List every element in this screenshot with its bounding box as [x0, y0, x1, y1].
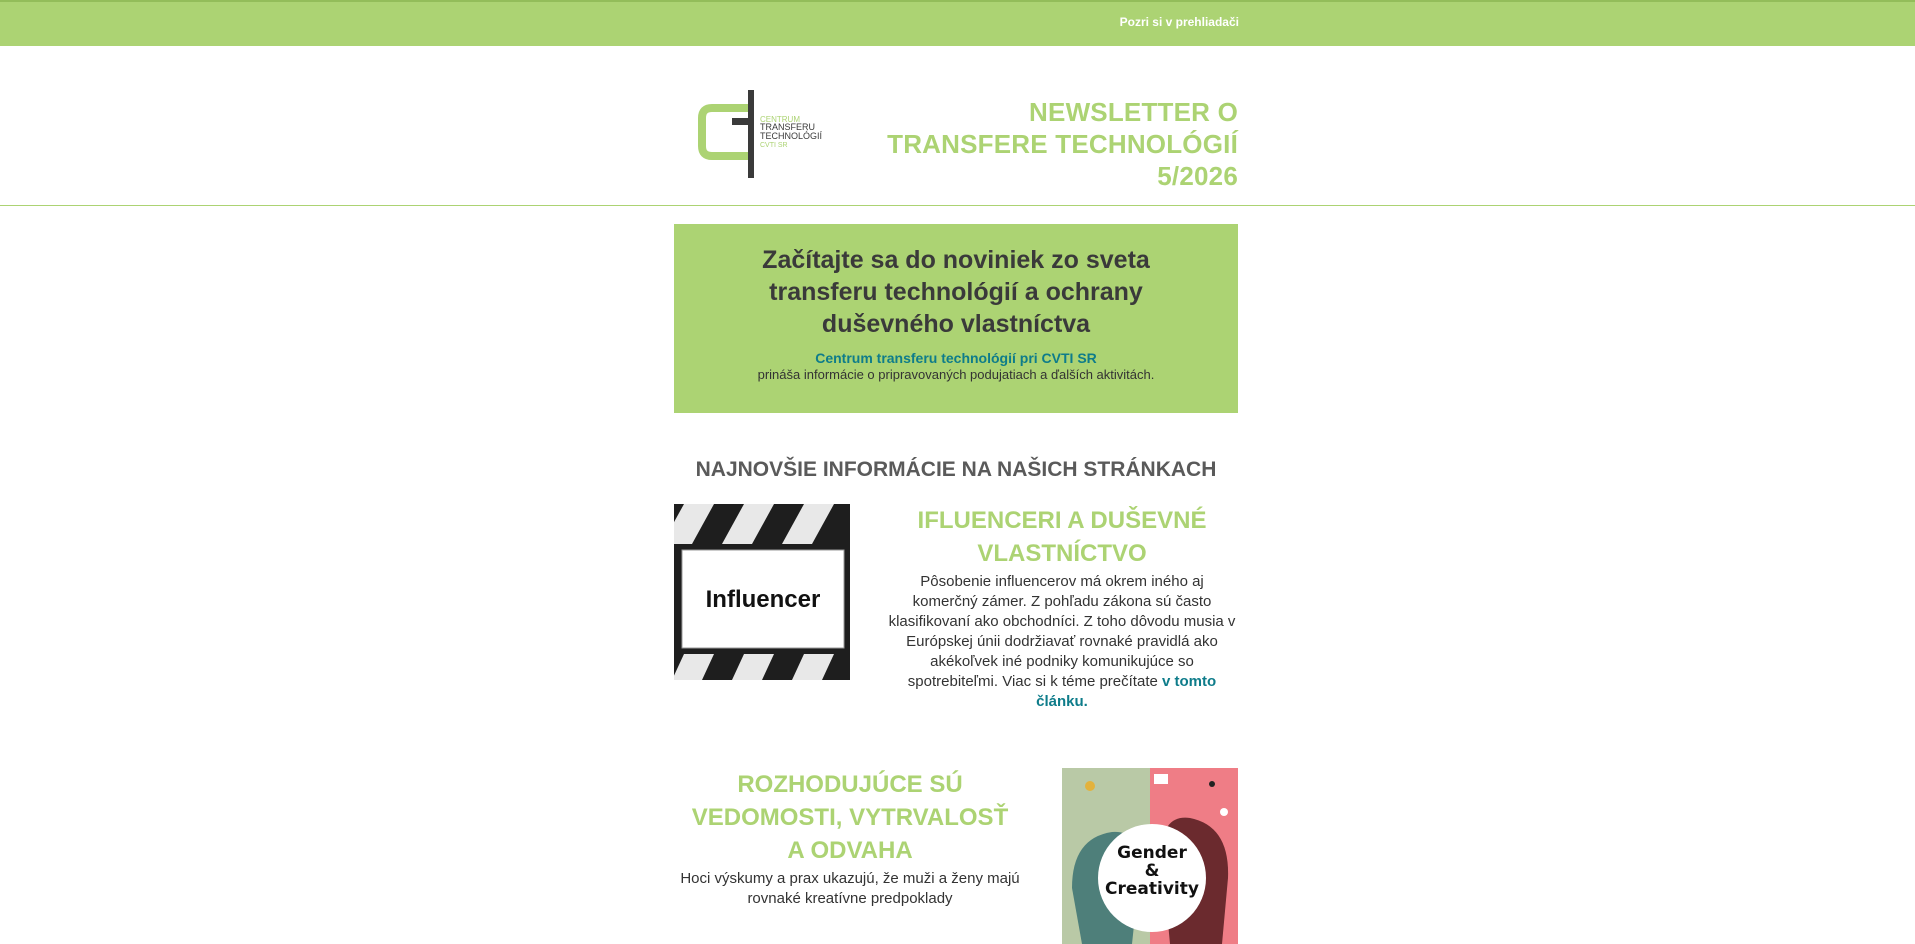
- top-bar: [0, 0, 1915, 46]
- logo-text-4: CVTI SR: [760, 142, 788, 149]
- gender-image-text-2: &: [1144, 861, 1160, 881]
- influencer-image-text: Influencer: [705, 586, 821, 613]
- gender-creativity-image[interactable]: [1062, 768, 1238, 944]
- newsletter-title-line-2: TRANSFERE TECHNOLÓGIÍ: [887, 129, 1238, 159]
- hero-banner: [674, 224, 1238, 413]
- gender-image-text-3: Creativity: [1105, 879, 1199, 899]
- article-2-title-line-1: ROZHODUJÚCE SÚ: [737, 771, 963, 798]
- hero-headline-line-2: transferu technológií a ochrany: [769, 278, 1143, 306]
- article-1-title-line-2: VLASTNÍCTVO: [977, 540, 1147, 567]
- logo-text-2: TRANSFERU: [760, 122, 816, 132]
- newsletter-issue: 5/2026: [1157, 161, 1238, 191]
- view-in-browser-link[interactable]: Pozri si v prehliadači: [1119, 15, 1239, 29]
- article-2-title[interactable]: [680, 768, 1020, 867]
- influencer-image[interactable]: [674, 504, 850, 680]
- article-2-body: Hoci výskumy a prax ukazujú, že muži a ženy majú rovnaké kreatívne predpoklady: [680, 870, 1020, 907]
- article-1-link[interactable]: v tomto článku.: [1036, 673, 1217, 710]
- article-1-body: [886, 572, 1238, 712]
- article-2: [680, 768, 1020, 909]
- logo-text-1: CENTRUM: [760, 115, 800, 124]
- hero-headline-line-1: Začítajte sa do noviniek zo sveta: [762, 246, 1150, 274]
- section-title: NAJNOVŠIE INFORMÁCIE NA NAŠICH STRÁNKACH: [695, 458, 1217, 481]
- article-1-title-line-1: IFLUENCERI A DUŠEVNÉ: [917, 507, 1207, 534]
- article-1: [886, 504, 1238, 712]
- logo-text-3: TECHNOLÓGIÍ: [760, 131, 823, 141]
- gender-image-text-1: Gender: [1117, 843, 1187, 863]
- hero-headline-line-3: duševného vlastníctva: [821, 310, 1091, 338]
- article-1-title[interactable]: [886, 504, 1238, 570]
- hero-org-name: Centrum transferu technológií pri CVTI SR: [815, 350, 1097, 366]
- newsletter-title: [838, 96, 1238, 192]
- cvti-logo: [696, 84, 846, 184]
- article-2-title-line-2: VEDOMOSTI, VYTRVALOSŤ: [691, 804, 1009, 831]
- newsletter-header: [0, 46, 1915, 206]
- hero-headline: [674, 244, 1238, 340]
- article-2-title-line-3: A ODVAHA: [787, 837, 913, 864]
- newsletter-title-line-1: NEWSLETTER O: [1029, 97, 1238, 127]
- hero-description: prináša informácie o pripravovaných podujatiach a ďalších aktivitách.: [757, 367, 1155, 382]
- article-1-body-text: Pôsobenie influencerov má okrem iného aj komerčný zámer. Z pohľadu zákona sú často klasifikovaní ako obchodníci. Z toho dôvodu musia v Európskej únii dodržiavať rovnaké pravidlá ako akékoľvek iné podniky komunikujúce so spotrebiteľmi. Viac si k téme prečítate: [888, 573, 1236, 690]
